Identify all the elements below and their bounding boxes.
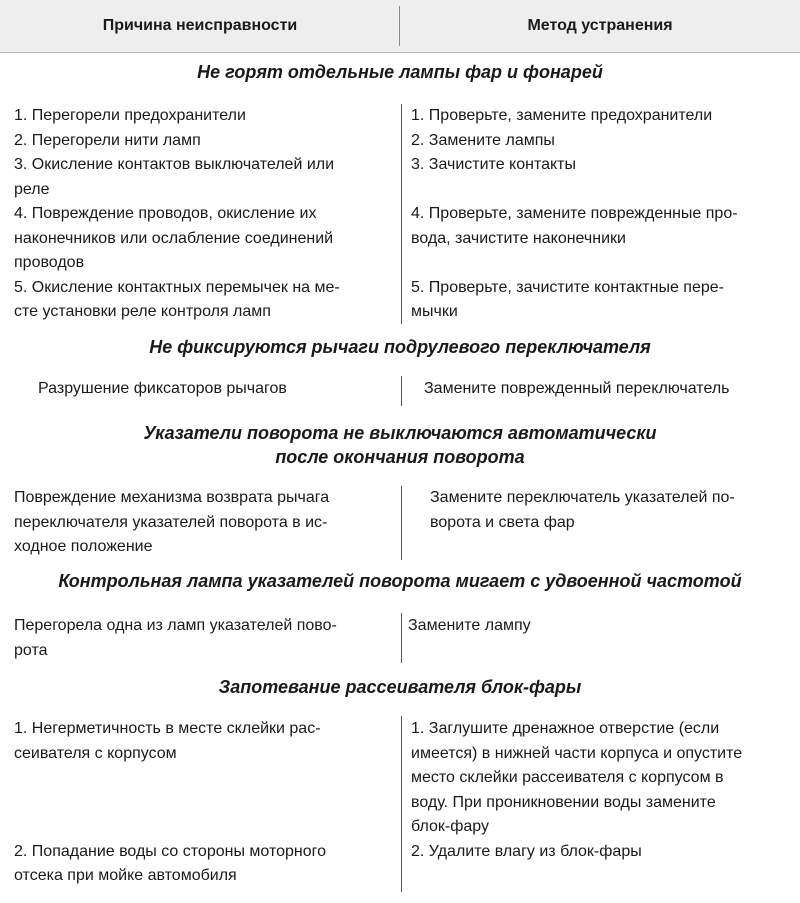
- fix-line: вода, зачистите наконечники: [411, 229, 626, 247]
- cause-line: 5. Окисление контактных перемычек на ме-: [14, 278, 340, 296]
- cause-line: переключателя указателей поворота в ис-: [14, 513, 328, 531]
- fix-line: блок-фару: [411, 818, 489, 835]
- fix-line: мычки: [411, 303, 458, 320]
- fix-line: воду. При проникновении воды замените: [411, 793, 716, 811]
- fix-line: 5. Проверьте, зачистите контактные пере-: [411, 278, 724, 296]
- section-title-indicator-lamp: Контрольная лампа указателей поворота мигает с удвоенной частотой: [58, 571, 742, 591]
- cause-line: Разрушение фиксаторов рычагов: [38, 380, 287, 397]
- section-title-fogging: Запотевание рассеивателя блок-фары: [218, 677, 582, 697]
- section-title-line: после окончания поворота: [275, 447, 525, 467]
- column-header-fix: Метод устранения: [527, 17, 673, 34]
- cause-line: наконечников или ослабление соединений: [14, 229, 334, 247]
- fix-line: место склейки рассеивателя с корпусом в: [411, 769, 724, 786]
- section-lamps-causes: [14, 104, 394, 325]
- section-turn-signals-causes: [14, 486, 394, 560]
- fix-line: Замените переключатель указателей по-: [430, 489, 735, 506]
- section-lamps-fixes: [411, 104, 796, 325]
- section-fogging-fixes: [411, 717, 796, 864]
- cause-line: сеивателя с корпусом: [14, 744, 177, 762]
- fix-line: 3. Зачистите контакты: [411, 156, 576, 173]
- column-header-cause: Причина неисправности: [102, 17, 298, 34]
- column-divider: [401, 104, 402, 324]
- column-divider: [401, 613, 402, 663]
- cause-line: 3. Окисление контактов выключателей или: [14, 156, 335, 173]
- section-indicator-lamp-fixes: [408, 614, 796, 639]
- cause-line: 1. Негерметичность в месте склейки рас-: [14, 720, 321, 737]
- cause-line: рота: [14, 641, 48, 659]
- cause-line: 4. Повреждение проводов, окисление их: [14, 205, 317, 222]
- section-title-turn-signals: [0, 421, 800, 469]
- fix-line: 2. Удалите влагу из блок-фары: [411, 842, 642, 860]
- cause-line: 2. Перегорели нити ламп: [14, 131, 201, 149]
- fix-line: 1. Заглушите дренажное отверстие (если: [411, 720, 720, 737]
- cause-line: 2. Попадание воды со стороны моторного: [14, 842, 327, 860]
- column-divider: [401, 376, 402, 406]
- fix-line: 1. Проверьте, замените предохранители: [411, 107, 713, 124]
- section-title-line: Указатели поворота не выключаются автоматически: [143, 423, 657, 443]
- fix-line: Замените лампу: [408, 617, 531, 634]
- fix-line: Замените поврежденный переключатель: [424, 380, 730, 397]
- cause-line: отсека при мойке автомобиля: [14, 867, 237, 884]
- column-divider: [401, 486, 402, 560]
- cause-line: реле: [14, 180, 50, 198]
- fix-line: 4. Проверьте, замените поврежденные про-: [411, 205, 738, 222]
- column-divider: [401, 716, 402, 892]
- cause-line: сте установки реле контроля ламп: [14, 303, 271, 320]
- section-turn-signals-fixes: [430, 486, 796, 535]
- section-levers-fixes: [424, 377, 796, 402]
- cause-line: 1. Перегорели предохранители: [14, 107, 246, 124]
- cause-line: Перегорела одна из ламп указателей пово-: [14, 617, 337, 634]
- cause-line: ходное положение: [14, 538, 153, 555]
- table-header: [0, 0, 800, 53]
- section-title-levers: Не фиксируются рычаги подрулевого переключателя: [149, 337, 651, 357]
- fix-line: 2. Замените лампы: [411, 131, 555, 149]
- section-indicator-lamp-causes: [14, 614, 394, 663]
- cause-line: Повреждение механизма возврата рычага: [14, 489, 330, 506]
- section-levers-causes: [38, 377, 394, 402]
- cause-line: проводов: [14, 254, 85, 271]
- section-title-lamps: Не горят отдельные лампы фар и фонарей: [197, 62, 603, 82]
- fix-line: ворота и света фар: [430, 513, 575, 531]
- fix-line: имеется) в нижней части корпуса и опустите: [411, 744, 743, 762]
- section-fogging-causes: [14, 717, 394, 889]
